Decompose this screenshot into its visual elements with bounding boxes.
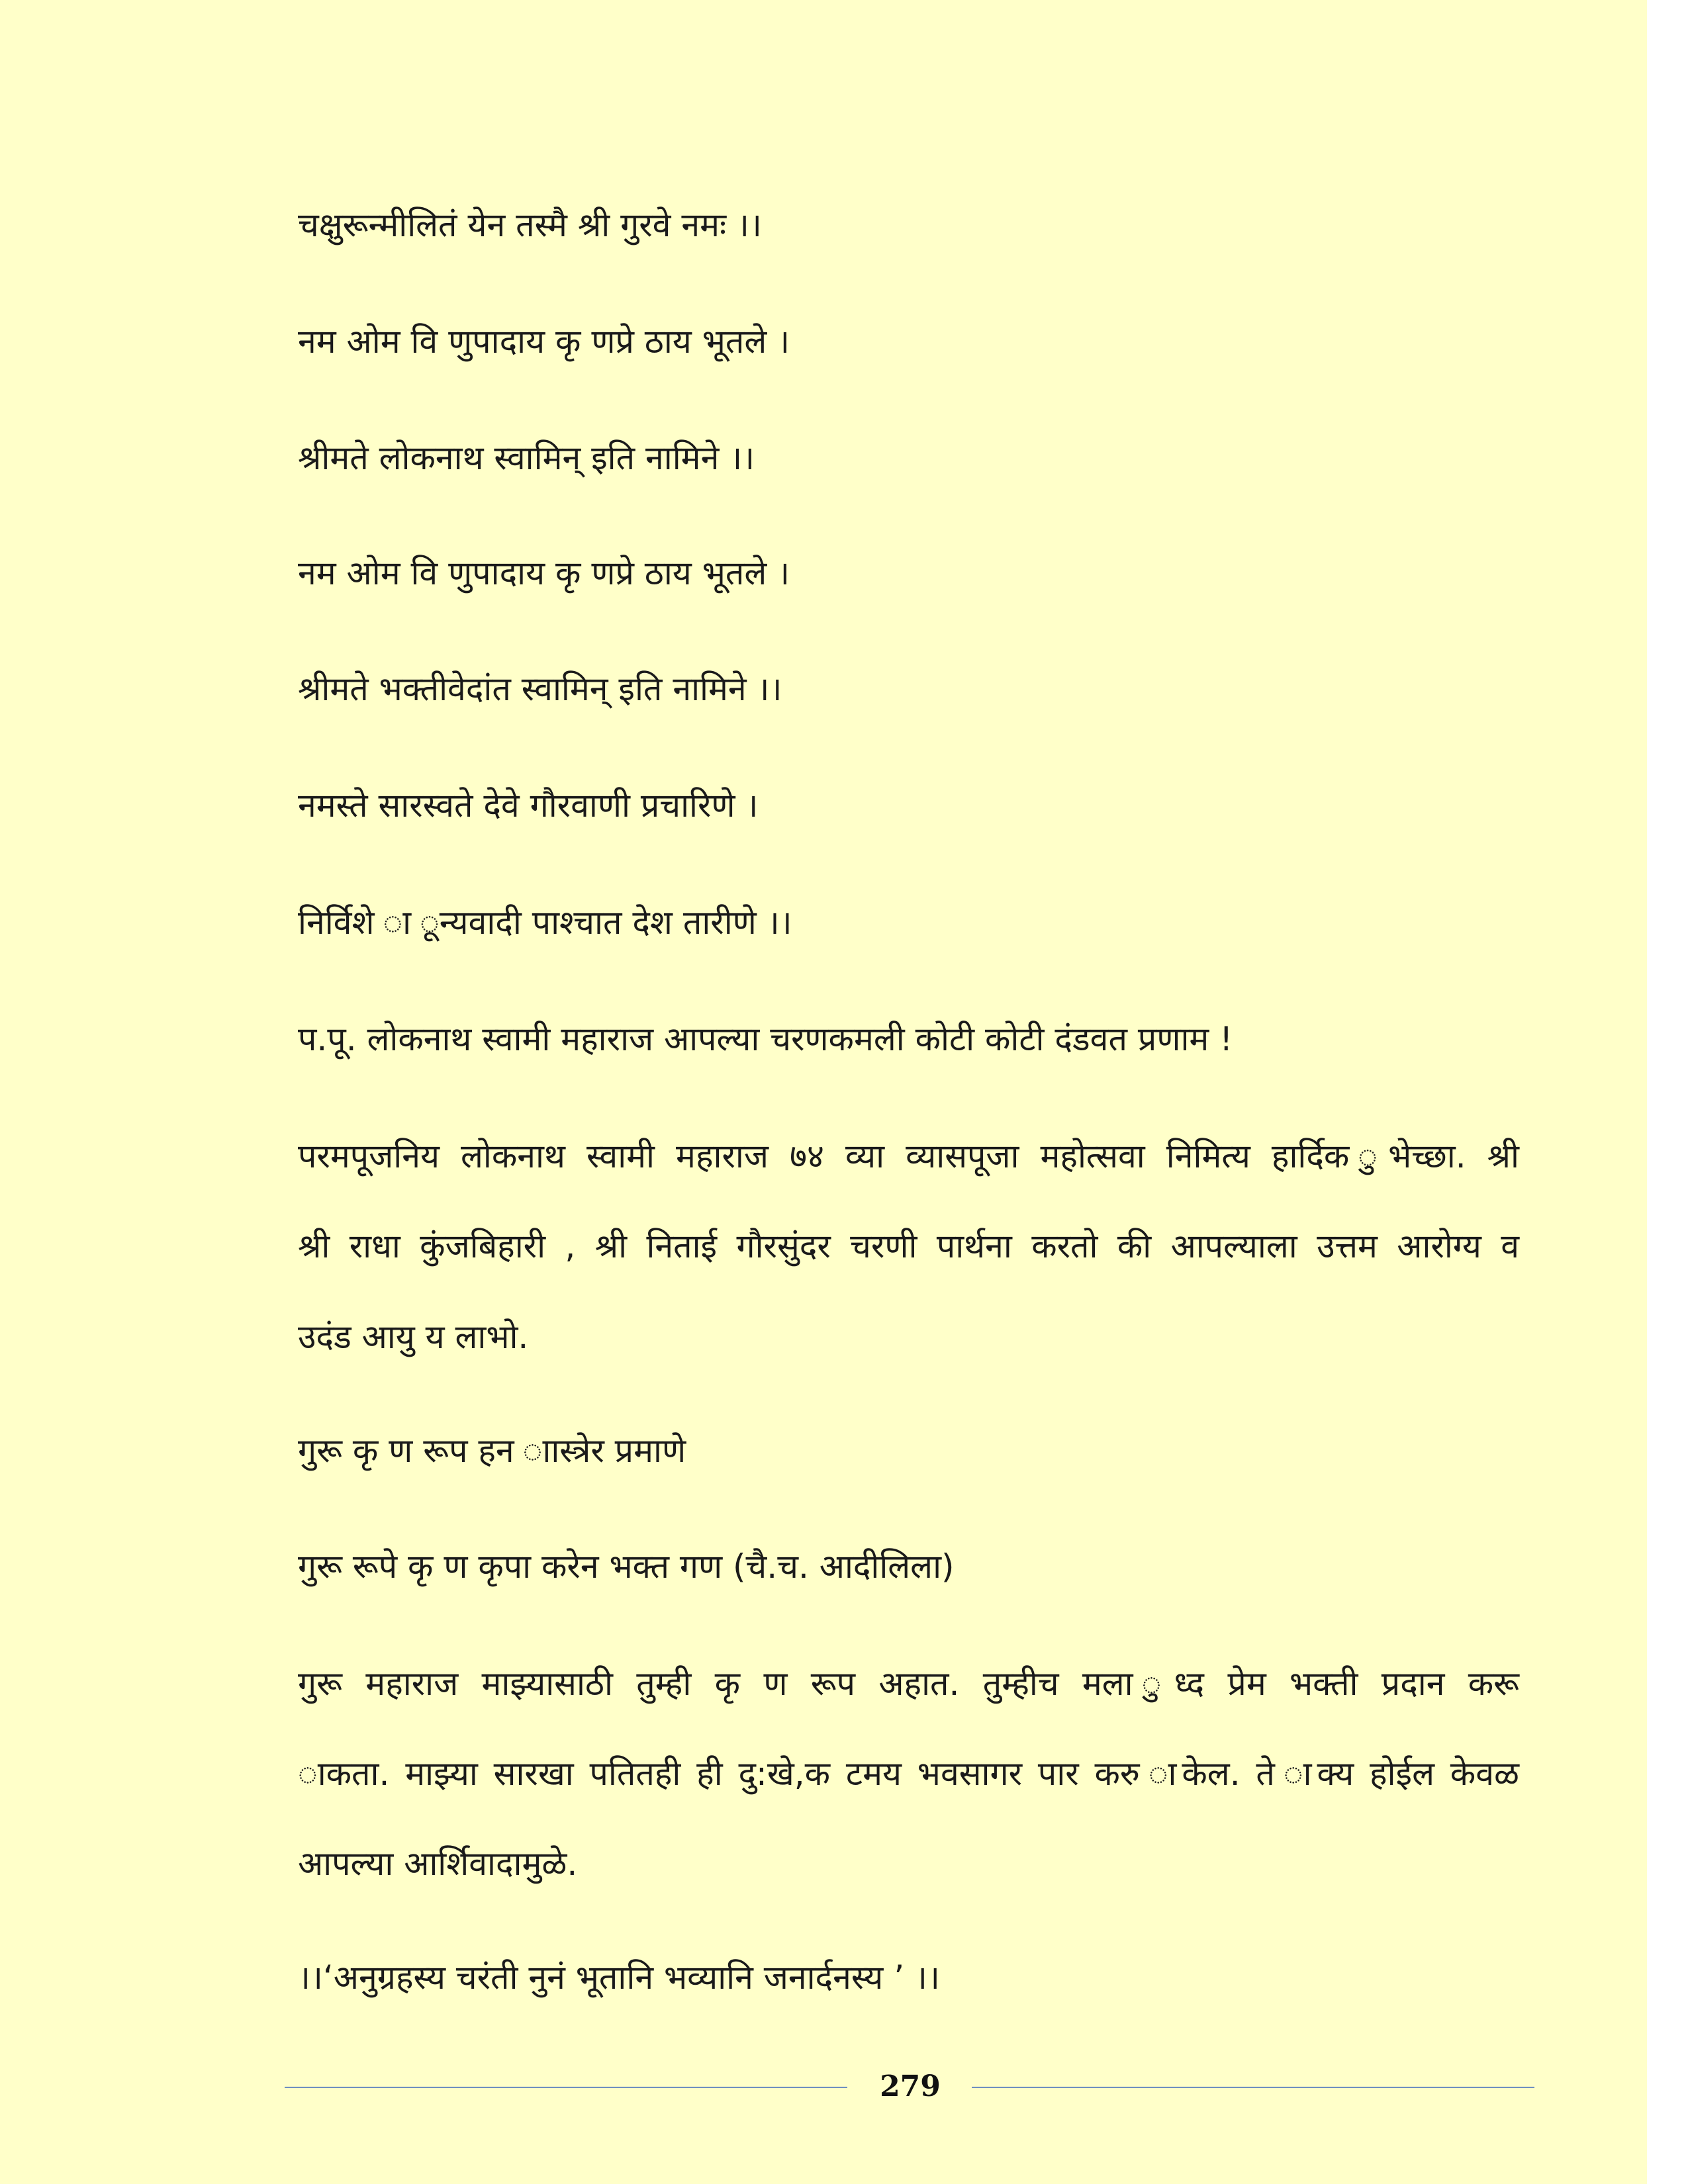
paragraph-line: श्री राधा कुंजबिहारी , श्री निताई गौरसुंदर चरणी पार्थना करतो की आपल्याला उत्तम आरोग्य व [298,1227,1519,1265]
verse-line: श्रीमते भक्तीवेदांत स्वामिन् इति नामिने ।। [298,670,782,708]
verse-line: चक्षुरून्मीलितं येन तस्मै श्री गुरवे नमः ।। [298,206,762,244]
salutation-line: प.पू. लोकनाथ स्वामी महाराज आपल्या चरणकमली कोटी कोटी दंडवत प्रणाम ! [298,1020,1233,1058]
verse-line: नमस्ते सारस्वते देवे गौरवाणी प्रचारिणे । [298,786,759,825]
paragraph-line: उदंड आयु य लाभो. [298,1318,529,1356]
quote-line: गुरू कृ ण रूप हन ाास्त्रेर प्रमाणे [298,1432,686,1470]
verse-line: नम ओम वि णुपादाय कृ णप्रे ठाय भूतले । [298,322,790,361]
closing-verse-line: ।।‘अनुग्रहस्य चरंती नुनं भूतानि भव्यानि जनार्दनस्य ’ ।। [298,1958,940,1997]
footer-rule-left [285,2087,847,2088]
paragraph-line: परमपूजनिय लोकनाथ स्वामी महाराज ७४ व्या व्यासपूजा महोत्सवा निमित्य हार्दिक ुभेच्छा. श्री [298,1137,1519,1175]
paragraph-line: ाकता. माझ्या सारखा पतितही ही दु:खे,क टमय भवसागर पार करु ाकेल. ते ाक्य होईल केवळ [298,1754,1519,1793]
page-number: 279 [880,2070,941,2103]
verse-line: नम ओम वि णुपादाय कृ णप्रे ठाय भूतले । [298,554,790,592]
paragraph-line: आपल्या आर्शिवादामुळे. [298,1844,578,1883]
quote-line: गुरू रूपे कृ ण कृपा करेन भक्त गण (चै.च. आदीलिला) [298,1547,955,1586]
paragraph-line: गुरू महाराज माझ्यासाठी तुम्ही कृ ण रूप अहात. तुम्हीच मला ुध्द प्रेम भक्ती प्रदान करू [298,1664,1519,1703]
footer-rule-right [972,2087,1534,2088]
verse-line: श्रीमते लोकनाथ स्वामिन् इति नामिने ।। [298,439,755,477]
verse-line: निर्विशे ा ून्यवादी पाश्चात देश तारीणे ।। [298,903,792,942]
